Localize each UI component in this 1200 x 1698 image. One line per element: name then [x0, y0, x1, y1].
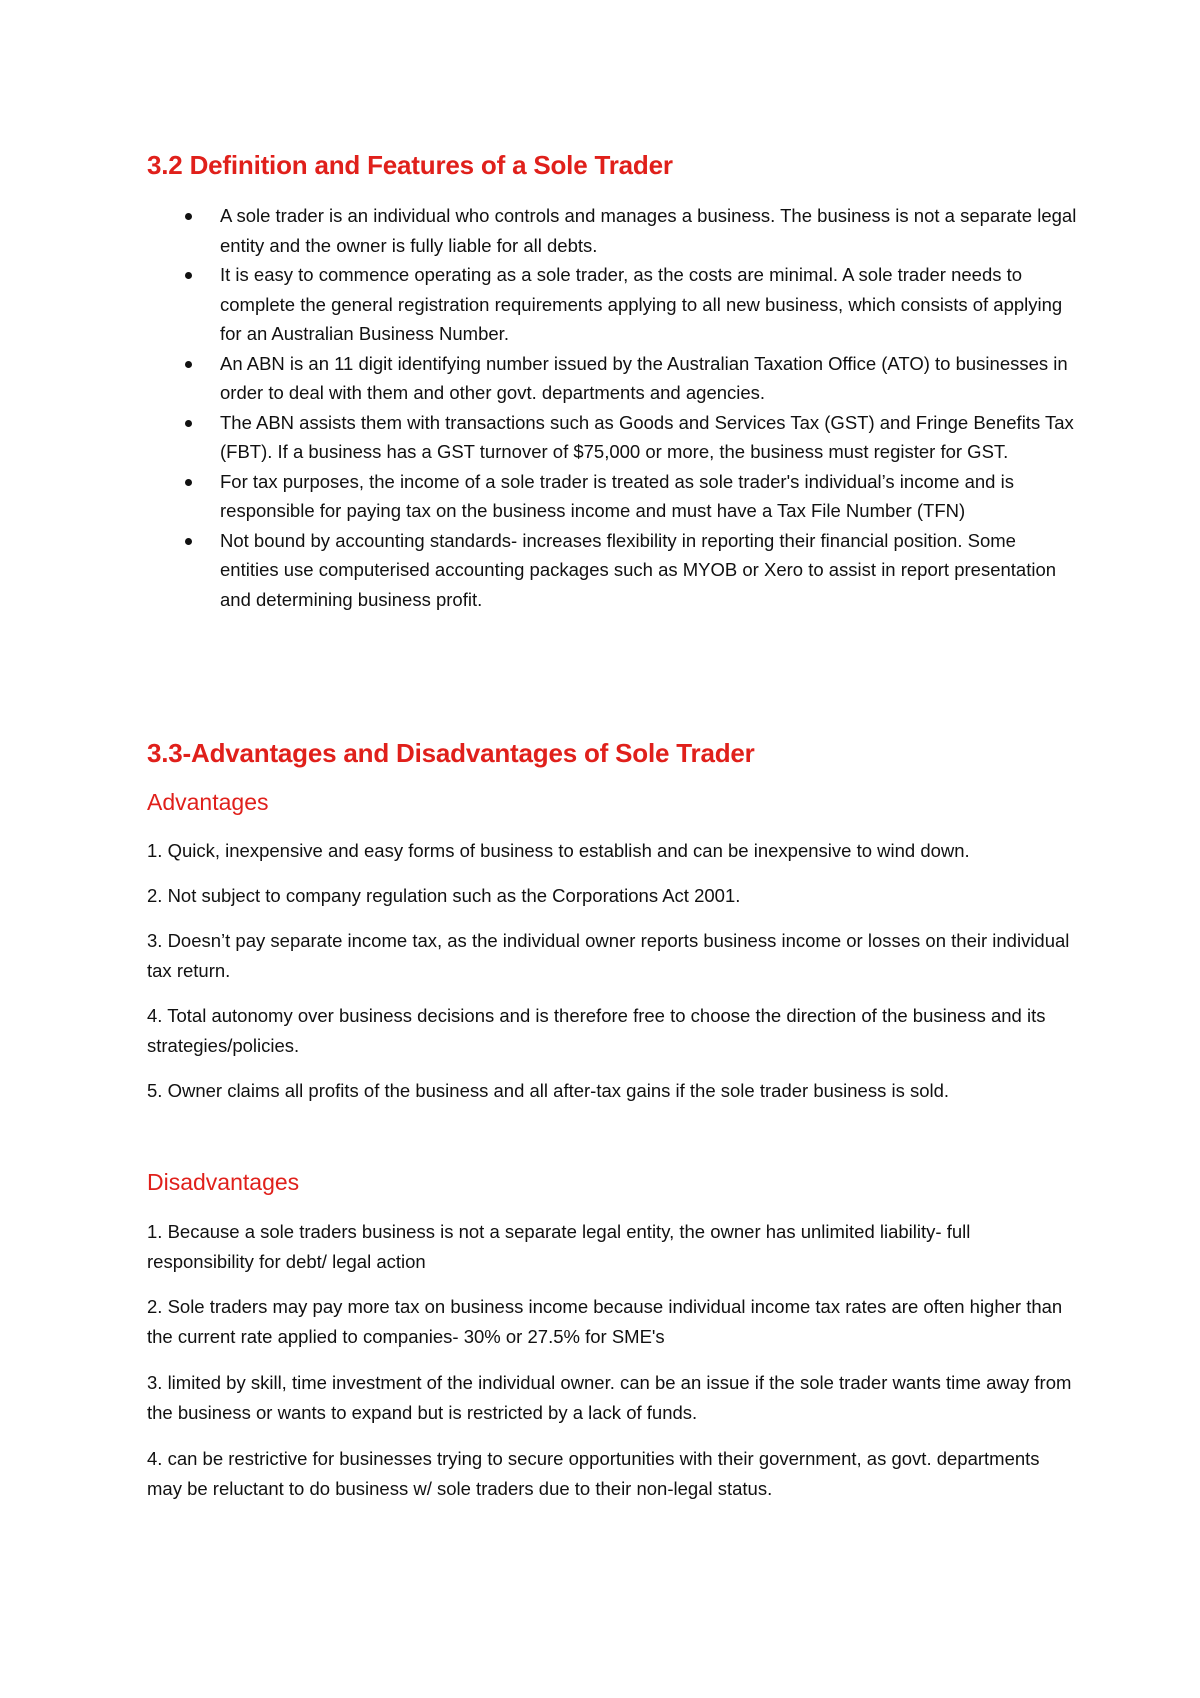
list-item — [147, 349, 1077, 408]
list-item-text: For tax purposes, the income of a sole trader is treated as sole trader's individual’s income and is responsible for paying tax on the business income and must have a Tax File Number (TFN) — [220, 470, 1014, 521]
advantage-item: 2. Not subject to company regulation such as the Corporations Act 2001. — [147, 885, 741, 906]
list-item — [147, 201, 1077, 260]
section-3-2-title: 3.2 Definition and Features of a Sole Trader — [147, 150, 673, 180]
disadvantage-item: 3. limited by skill, time investment of the individual owner. can be an issue if the sole trader wants time away from the business or wants to expand but is restricted by a lack of funds. — [147, 1372, 1072, 1423]
section-3-3-title: 3.3-Advantages and Disadvantages of Sole Trader — [147, 738, 755, 768]
list-item — [147, 526, 1077, 615]
bullet-icon — [185, 420, 192, 427]
list-item-text: The ABN assists them with transactions such as Goods and Services Tax (GST) and Fringe Benefits Tax (FBT). If a business has a GST turnover of $75,000 or more, the business must register for GST. — [220, 411, 1074, 462]
list-item-text: Not bound by accounting standards- increases flexibility in reporting their financial position. Some entities use computerised accounting packages such as MYOB or Xero to assist in report presentation and determining business profit. — [220, 529, 1057, 610]
list-item — [147, 467, 1077, 526]
advantage-item: 1. Quick, inexpensive and easy forms of business to establish and can be inexpensive to wind down. — [147, 840, 970, 861]
list-item-text: An ABN is an 11 digit identifying number issued by the Australian Taxation Office (ATO) to businesses in order to deal with them and other govt. departments and agencies. — [220, 352, 1068, 403]
disadvantage-item: 4. can be restrictive for businesses trying to secure opportunities with their government, as govt. departments may be reluctant to do business w/ sole traders due to their non-legal status. — [147, 1448, 1040, 1499]
advantage-item: 3. Doesn’t pay separate income tax, as the individual owner reports business income or losses on their individual tax return. — [147, 930, 1070, 981]
disadvantage-item: 1. Because a sole traders business is not a separate legal entity, the owner has unlimited liability- full responsibility for debt/ legal action — [147, 1221, 971, 1272]
list-item — [147, 260, 1077, 349]
advantages-heading: Advantages — [147, 789, 269, 815]
list-item-text: A sole trader is an individual who controls and manages a business. The business is not a separate legal entity and the owner is fully liable for all debts. — [220, 205, 1077, 256]
disadvantage-item: 2. Sole traders may pay more tax on business income because individual income tax rates are often higher than the current rate applied to companies- 30% or 27.5% for SME's — [147, 1296, 1063, 1347]
disadvantages-heading: Disadvantages — [147, 1169, 300, 1195]
bullet-icon — [185, 213, 192, 220]
bullet-icon — [185, 479, 192, 486]
list-item-text: It is easy to commence operating as a sole trader, as the costs are minimal. A sole trader needs to complete the general registration requirements applying to all new business, which consists of applying for an Australian Business Number. — [220, 264, 1063, 344]
features-list — [147, 201, 1077, 614]
advantage-item: 4. Total autonomy over business decisions and is therefore free to choose the direction of the business and its strategies/policies. — [147, 1005, 1046, 1056]
advantage-item: 5. Owner claims all profits of the business and all after-tax gains if the sole trader business is sold. — [147, 1080, 950, 1101]
list-item — [147, 408, 1077, 467]
bullet-icon — [185, 538, 192, 545]
bullet-icon — [185, 272, 192, 279]
bullet-icon — [185, 361, 192, 368]
